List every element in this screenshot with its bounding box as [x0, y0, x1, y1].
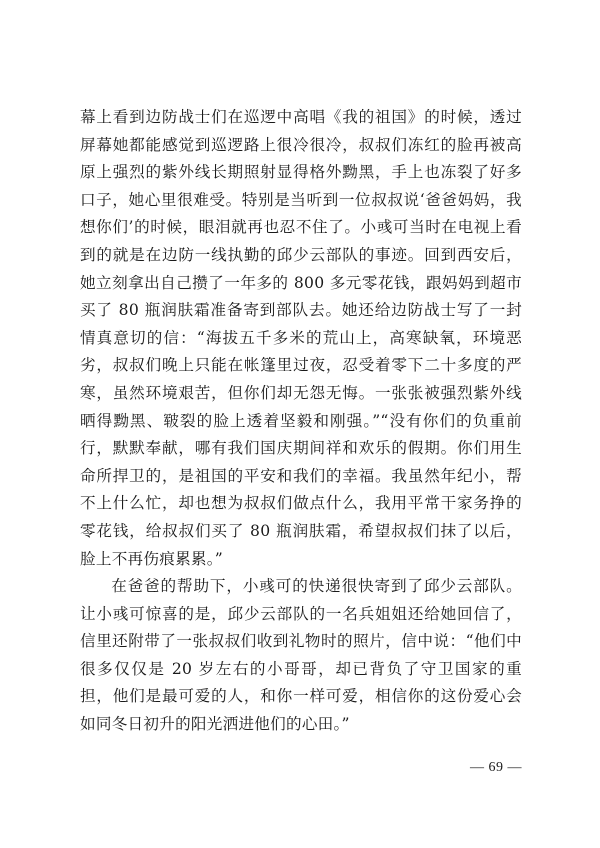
paragraph: 在爸爸的帮助下，小彧可的快递很快寄到了邱少云部队。让小彧可惊喜的是，邱少云部队的一名兵姐姐还给她回信了，信里还附带了一张叔叔们收到礼物时的照片，信中说：“他们中很多仅仅是 20 岁左右的小哥哥，却已背负了守卫国家的重担，他们是最可爱的人，和你一样可爱，相信你的这份爱心会如同冬日初升的阳光洒进他们的心田。”	[80, 577, 522, 734]
page-number: — 69 —	[470, 760, 522, 775]
body-text	[80, 104, 522, 739]
paragraph-continued: 幕上看到边防战士们在巡逻中高唱《我的祖国》的时候，透过屏幕她都能感觉到巡逻路上很冷很冷，叔叔们冻红的脸再被高原上强烈的紫外线长期照射显得格外黝黑，手上也冻裂了好多口子，她心里很难受。特别是当听到一位叔叔说‘爸爸妈妈，我想你们’的时候，眼泪就再也忍不住了。小彧可当时在电视上看到的就是在边防一线执勤的邱少云部队的事迹。回到西安后，她立刻拿出自己攒了一年多的 800 多元零花钱，跟妈妈到超市买了 80 瓶润肤霜准备寄到部队去。她还给边防战士写了一封情真意切的信：“海拔五千多米的荒山上，高寒缺氧，环境恶劣，叔叔们晚上只能在帐篷里过夜，忍受着零下二十多度的严寒，虽然环境艰苦，但你们却无怨无悔。一张张被强烈紫外线晒得黝黑、皲裂的脸上透着坚毅和刚强。”“没有你们的负重前行，默默奉献，哪有我们国庆期间祥和欢乐的假期。你们用生命所捍卫的，是祖国的平安和我们的幸福。我虽然年纪小，帮不上什么忙，却也想为叔叔们做点什么，我用平常干家务挣的零花钱，给叔叔们买了 80 瓶润肤霜，希望叔叔们抹了以后，脸上不再伤痕累累。”	[80, 108, 522, 568]
